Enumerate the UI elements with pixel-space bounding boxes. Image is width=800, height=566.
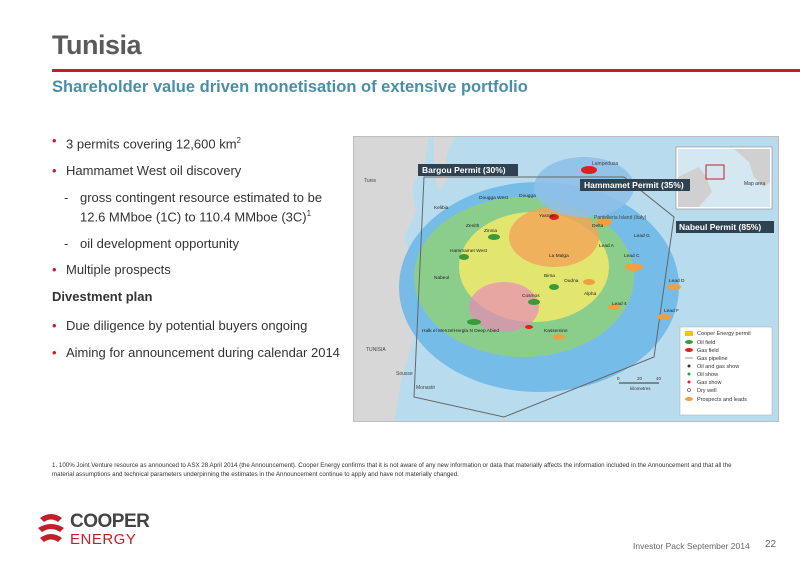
bullet-hammamet — [52, 163, 340, 178]
oil-field-hergla — [467, 319, 481, 325]
bullet-due-diligence — [52, 318, 340, 333]
field-label: Hergla N Deep Abied — [454, 329, 500, 334]
prospect-lead-c — [667, 284, 681, 290]
logo-mark-icon — [36, 512, 66, 548]
legend-label-pipeline: Gas pipeline — [697, 356, 728, 362]
legend-swatch-oil — [685, 340, 693, 344]
legend-label-permit: Cooper Energy permit — [697, 331, 751, 337]
logo-word-cooper: COOPER — [70, 511, 150, 532]
place-tunisia: TUNISIA — [366, 347, 386, 353]
inset-map-label: Map area — [744, 181, 766, 187]
sub-bullet-resource — [52, 190, 340, 225]
place-sousse: Sousse — [396, 371, 413, 377]
prospect-lead-d — [625, 263, 643, 271]
scale-unit: kilometres — [630, 386, 651, 391]
field-label: Birsa — [544, 274, 555, 279]
legend-label-oil-show: Oil show — [697, 372, 719, 378]
legend-label-dry-well: Dry well — [697, 388, 717, 394]
bullet-dot-icon: • — [52, 261, 57, 277]
bullet-due-diligence-text: Due diligence by potential buyers ongoing — [66, 317, 308, 333]
field-label: Dougga West — [479, 196, 508, 201]
field-label: Kassemine — [544, 329, 568, 334]
gas-field-lotus — [525, 325, 533, 329]
place-pantelleria: Pantelleria Island (Italy) — [594, 215, 647, 221]
title-rule — [52, 69, 800, 72]
superscript: 1 — [306, 209, 312, 219]
legend-label-prospects: Prospects and leads — [697, 397, 747, 403]
superscript: 2 — [236, 136, 241, 145]
bullet-prospects-text: Multiple prospects — [66, 261, 171, 277]
cooper-energy-logo — [36, 511, 150, 553]
scale-tick-0: 0 — [617, 376, 620, 381]
tunisia-permit-map — [353, 136, 779, 422]
geo-field-pink — [469, 282, 539, 332]
sub-bullet-resource-text: gross contingent resource estimated to be 12.6 MMboe (1C) to 110.4 MMboe (3C) — [80, 190, 323, 225]
bullet-permits-text: 3 permits covering 12,600 km — [66, 136, 237, 152]
legend-swatch-oil-show — [688, 373, 691, 376]
oil-field-hammamet-west — [459, 254, 469, 260]
map-svg — [354, 137, 778, 421]
bullet-prospects — [52, 262, 340, 277]
permit-label-bargou: Bargou Permit (30%) — [422, 165, 506, 175]
field-label: Lead D — [669, 279, 685, 284]
bullet-dot-icon: • — [52, 133, 57, 148]
field-label: Alpha — [584, 292, 597, 297]
bullet-hammamet-text: Hammamet West oil discovery — [66, 163, 242, 179]
bullet-announcement — [52, 345, 340, 360]
field-label: Lead 4 — [612, 302, 627, 307]
field-label: Delta — [592, 224, 604, 229]
bullet-permits — [52, 133, 340, 151]
footnote: 1. 100% Joint Venture resource as announced to ASX 28 April 2014 (the Announcement). Cooper Energy confirms that it is not aware of any new information or data that materially affects the information included in the Announcement and that all the material assumptions and technical parameters underpinning the estimates in the Announcement continue to apply and have not materially changed. — [52, 462, 732, 478]
field-label: Nabeul — [434, 276, 450, 281]
legend-swatch-gas-show — [688, 381, 691, 384]
field-label: Zenith — [466, 224, 480, 229]
field-label: Dougga — [519, 194, 536, 199]
permit-label-hammamet: Hammamet Permit (35%) — [584, 180, 684, 190]
bullet-dot-icon: • — [52, 344, 57, 360]
oil-field-birsa — [549, 284, 559, 290]
field-label: Hammamet West — [450, 249, 487, 254]
legend-label-oil-gas-show: Oil and gas show — [697, 364, 740, 370]
scale-tick-40: 40 — [656, 376, 662, 381]
field-label: Lead C — [624, 254, 640, 259]
field-label: Oudna — [564, 279, 579, 284]
bullet-dot-icon: • — [52, 317, 57, 333]
page-subtitle: Shareholder value driven monetisation of extensive portfolio — [52, 78, 528, 96]
divestment-heading: Divestment plan — [52, 288, 153, 304]
field-label: Lead G — [634, 234, 650, 239]
prospect-lead-e — [657, 314, 671, 320]
scale-tick-20: 20 — [637, 376, 643, 381]
field-label: Yasmin — [539, 214, 555, 219]
legend-swatch-prospect — [685, 397, 693, 401]
field-label: Kelibia — [434, 206, 449, 211]
field-label: Cosmos — [522, 294, 540, 299]
place-tunis: Tunis — [364, 178, 377, 184]
prospect-alpha — [583, 279, 595, 285]
prospect-kassemine — [553, 334, 565, 340]
bullet-announcement-text: Aiming for announcement during calendar 2014 — [66, 344, 340, 360]
permit-label-nabeul: Nabeul Permit (85%) — [679, 222, 762, 232]
legend-label-oil: Oil field — [697, 340, 716, 346]
page-title: Tunisia — [52, 30, 142, 60]
legend-swatch-gas — [685, 348, 693, 352]
sub-bullet-development-text: oil development opportunity — [80, 235, 239, 251]
field-label: Zinnia — [484, 229, 498, 234]
place-monastir: Monastir — [416, 385, 436, 391]
page-number: 22 — [765, 539, 777, 550]
place-lampedusa: Lampedusa — [592, 161, 619, 167]
sub-bullet-development — [52, 236, 340, 252]
oil-field-zinnia — [488, 234, 500, 240]
oil-field-cosmos — [528, 299, 540, 305]
dash-icon: - — [64, 235, 69, 251]
footer-text: Investor Pack September 2014 — [633, 541, 750, 551]
bullet-dot-icon: • — [52, 163, 57, 179]
legend-swatch-permit — [685, 331, 693, 336]
gas-field-lampedusa — [581, 166, 597, 174]
legend-label-gas: Gas field — [697, 348, 719, 354]
field-label: La Malga — [549, 254, 569, 259]
logo-word-energy: ENERGY — [70, 531, 137, 548]
bullet-list — [52, 133, 340, 372]
field-label: Lead A — [599, 244, 614, 249]
dash-icon: - — [64, 190, 69, 206]
field-label: Lead F — [664, 309, 679, 314]
field-label: Halk el Menzel — [422, 329, 454, 334]
legend-swatch-oil-gas-show — [688, 365, 691, 368]
legend-label-gas-show: Gas show — [697, 380, 722, 386]
